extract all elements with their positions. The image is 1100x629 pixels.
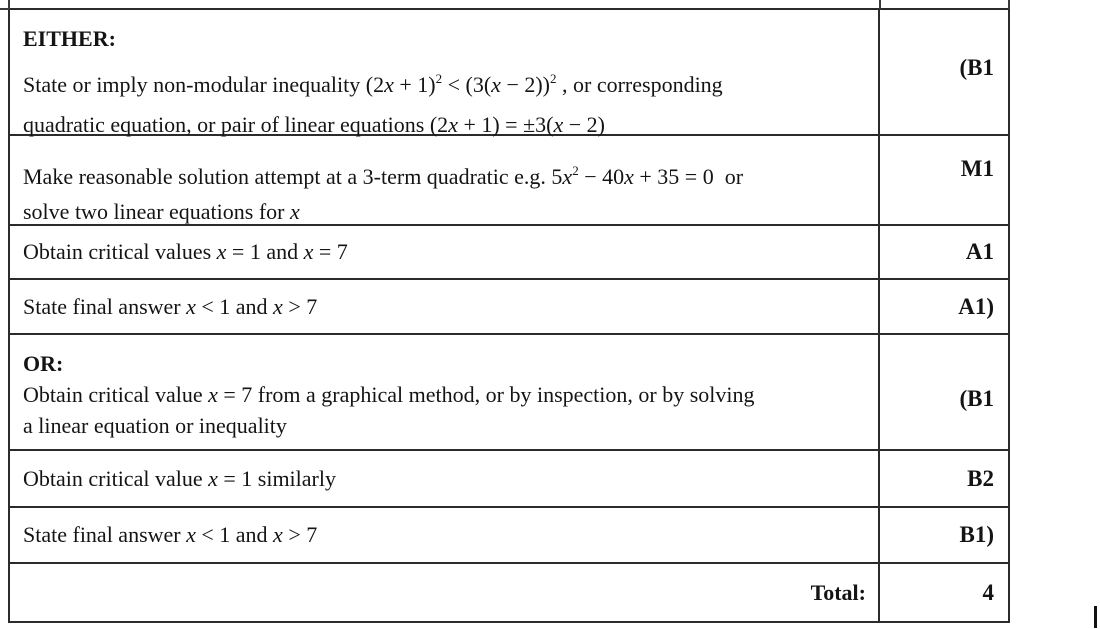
description-line: Obtain critical value x = 7 from a graphical method, or by inspection, or by solving: [23, 382, 755, 407]
or-heading: OR:: [23, 351, 64, 376]
mark-cell: (B1: [959, 55, 994, 80]
mark-cell: B2: [967, 465, 994, 491]
border-overhang-tick: [879, 0, 881, 9]
row-description: [10, 335, 880, 449]
description-line: Obtain critical values x = 1 and x = 7: [23, 239, 348, 264]
row-description: [10, 136, 880, 229]
row-solution-attempt: [10, 136, 1008, 226]
mark-cell: A1: [965, 239, 994, 264]
description-line: a linear equation or inequality: [23, 413, 287, 438]
mark-scheme-table: [8, 8, 1010, 623]
row-critical-values: [10, 226, 1008, 280]
text-cursor: [1094, 606, 1097, 628]
row-description: [10, 451, 880, 506]
description-line: Obtain critical value x = 1 similarly: [23, 465, 336, 491]
row-description: [10, 280, 880, 333]
row-total: [10, 564, 1008, 621]
description-line: solve two linear equations for x: [23, 199, 300, 224]
border-overhang-tick: [0, 8, 9, 10]
description-line: State final answer x < 1 and x > 7: [23, 522, 318, 547]
total-label: [10, 564, 880, 621]
row-final-answer-either: [10, 280, 1008, 335]
row-either-statement: [10, 10, 1008, 136]
row-description: [10, 10, 880, 145]
description-line: State or imply non-modular inequality $(2x + 1)^2 < (3(x - 2))^2$ , or corresponding: [23, 71, 723, 97]
description-line: Make reasonable solution attempt at a 3-term quadratic e.g. $5x^2 - 40x + 35 = 0$ or: [23, 163, 744, 189]
border-overhang-tick: [1008, 0, 1010, 9]
mark-cell: B1): [959, 522, 994, 547]
description-line: State final answer x < 1 and x > 7: [23, 293, 318, 319]
row-description: [10, 508, 880, 562]
description-line: quadratic equation, or pair of linear equations (2x + 1) = ±3(x − 2): [23, 112, 605, 137]
row-description: [10, 226, 880, 278]
row-critical-value-similarly: [10, 451, 1008, 508]
mark-cell: M1: [960, 156, 994, 181]
mark-cell: A1): [958, 293, 994, 319]
either-heading: EITHER:: [23, 26, 116, 51]
total-label-text: Total:: [810, 579, 866, 605]
mark-cell: (B1: [959, 386, 994, 411]
total-value: 4: [982, 579, 994, 605]
row-or-statement: [10, 335, 1008, 451]
row-final-answer-or: [10, 508, 1008, 564]
